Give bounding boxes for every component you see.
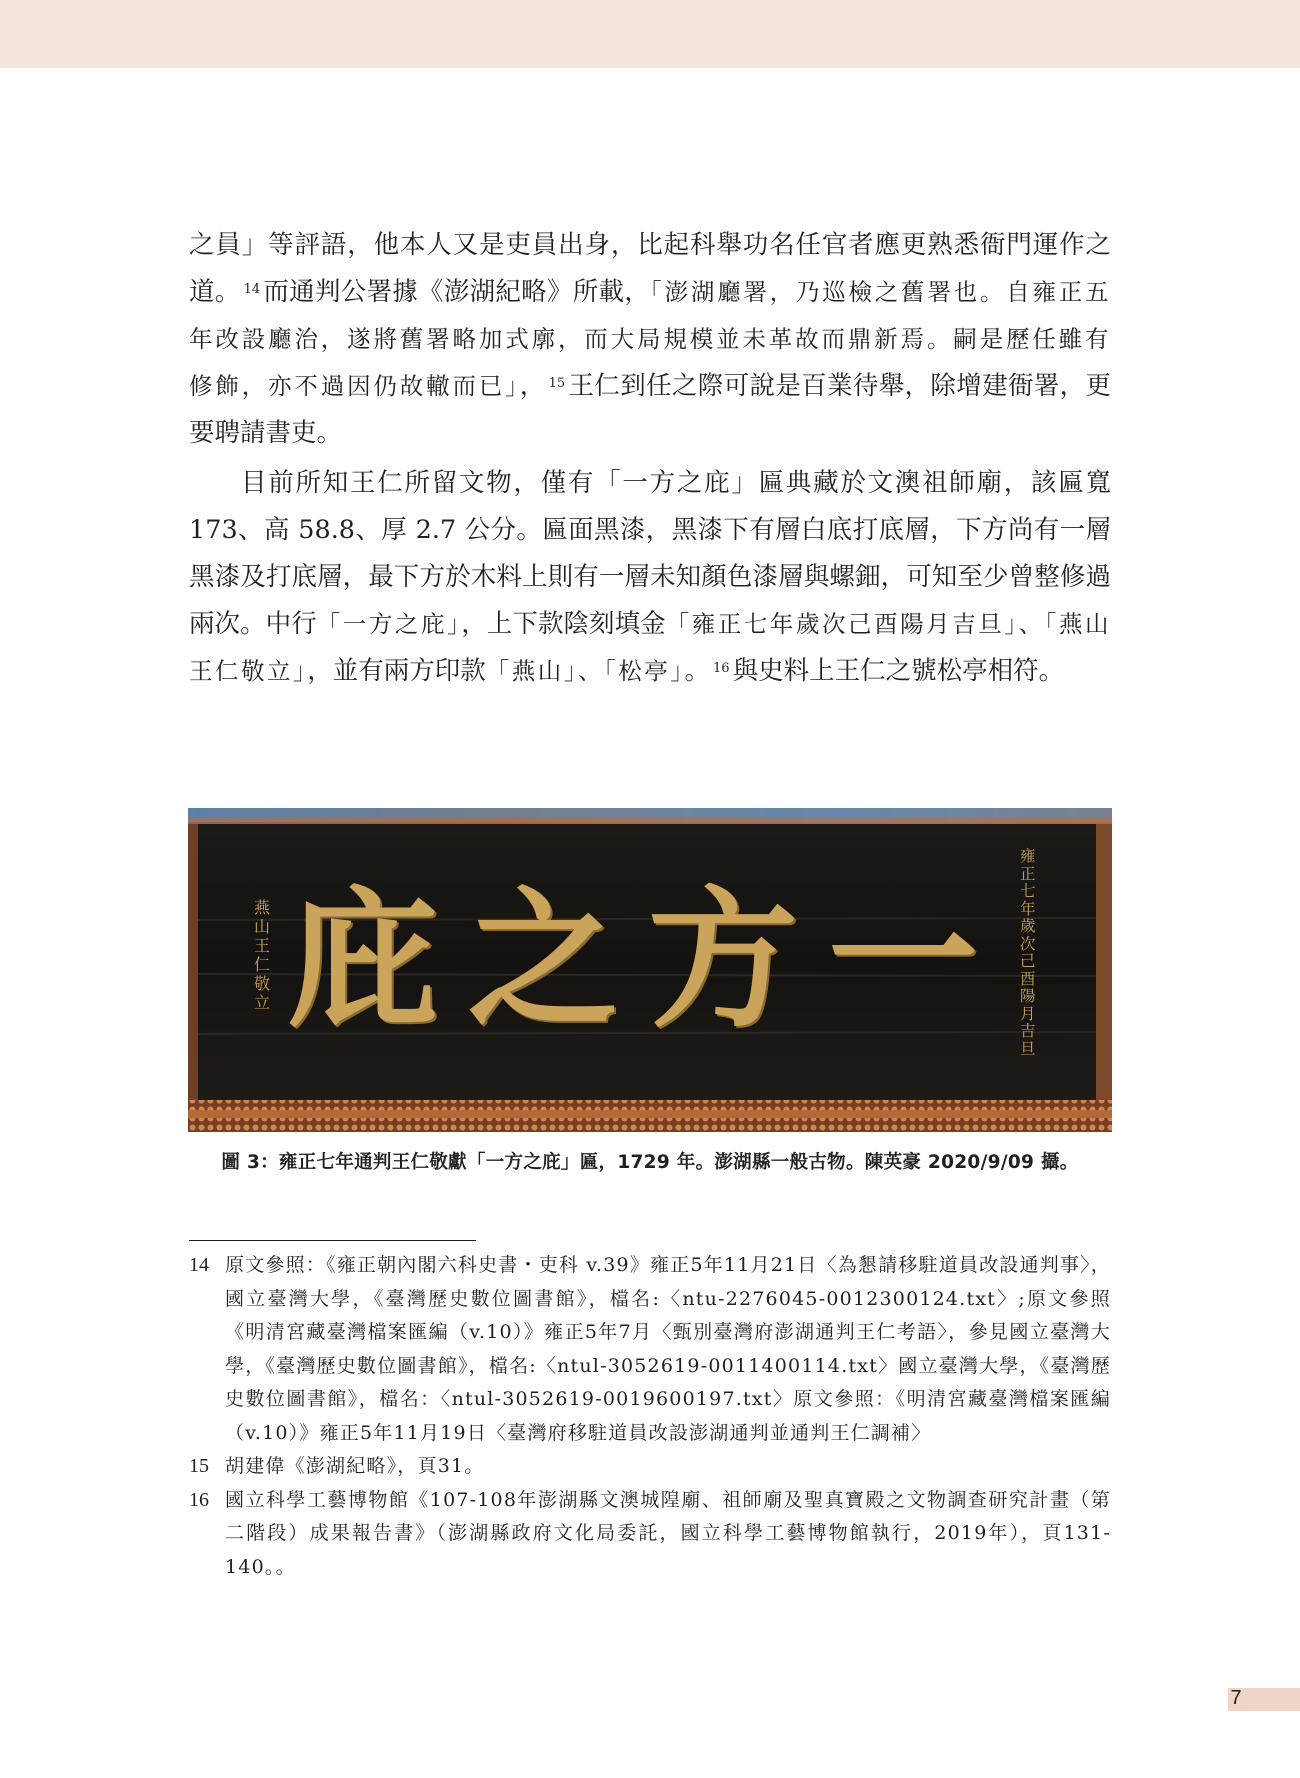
footnotes xyxy=(189,1249,1111,1584)
p1-text-a: 之員」等評語，他本人又是吏員出身，比起科舉功名任官者應更熟悉衙門運作之道。 xyxy=(189,230,1111,307)
p2-text-e: 與史料上王仁之號松亭相符。 xyxy=(732,656,1065,686)
footnote-ref-14[interactable]: 14 xyxy=(243,282,261,297)
footnote-text: 國立科學工藝博物館《107-108年澎湖縣文澳城隍廟、祖師廟及聖真寶殿之文物調查研究計畫（第二階段）成果報告書》（澎湖縣政府文化局委託，國立科學工藝博物館執行，2019年），頁131-140。。 xyxy=(225,1488,1111,1578)
footnote-16 xyxy=(189,1484,1111,1585)
plaque-char-4: 庇 xyxy=(288,872,439,1048)
p1-text-b: 而通判公署據《澎湖紀略》所載， xyxy=(263,277,651,307)
footnote-number: 14 xyxy=(189,1254,209,1276)
p2-quote-1: 「一方之庇」 xyxy=(316,610,462,638)
p1-text-d: 王仁到任之際可說是百業待舉，除增建衙署，更要聘請書吏。 xyxy=(189,371,1111,448)
p2-text-b: ，上下款陰刻填金 xyxy=(461,609,666,639)
plaque-char-3: 之 xyxy=(467,872,618,1048)
plaque-photo xyxy=(188,808,1112,1132)
footnote-number: 15 xyxy=(189,1455,209,1477)
plaque-char-2: 方 xyxy=(647,872,798,1048)
plaque-right-inscription: 雍正七年歲次己酉陽月吉旦 xyxy=(1020,847,1036,1058)
plaque-main-characters xyxy=(288,860,978,1060)
footnote-ref-15[interactable]: 15 xyxy=(548,376,566,391)
footnote-14 xyxy=(189,1249,1111,1450)
plaque-char-1: 一 xyxy=(827,872,978,1048)
top-band xyxy=(0,0,1300,68)
p2-text-c: ，並有兩方印款 xyxy=(307,656,486,686)
footnote-ref-16[interactable]: 16 xyxy=(713,661,730,676)
figure-caption: 圖 3：雍正七年通判王仁敬獻「一方之庇」匾，1729 年。澎湖縣一般古物。陳英豪 2020/9/09 攝。 xyxy=(221,1152,1079,1173)
page-number-tab xyxy=(1228,1688,1300,1711)
p2-text-a: 目前所知王仁所留文物，僅有「一方之庇」匾典藏於文澳祖師廟，該匾寬 173、高 58.8、厚 2.7 公分。匾面黑漆，黑漆下有層白底打底層，下方尚有一層黑漆及打底層，最下方於木料上則有一層未知顏色漆層與螺鈿，可知至少曾整修過兩次。中行 xyxy=(189,468,1111,639)
footnote-text: 原文參照：《雍正朝內閣六科史書・吏科 v.39》雍正5年11月21日〈為懇請移駐道員改設通判事〉，國立臺灣大學，《臺灣歷史數位圖書館》，檔名:〈ntu-2276045-0012300124.txt〉;原文參照《明清宮藏臺灣檔案匯編（v.10）》雍正5年7月〈甄別臺灣府澎湖通判王仁考語〉，參見國立臺灣大學，《臺灣歷史數位圖書館》，檔名:〈ntul-3052619-0011400114.txt〉國立臺灣大學，《臺灣歷史數位圖書館》，檔名：〈ntul-3052619-0019600197.txt〉原文參照：《明清宮藏臺灣檔案匯編（v.10）》雍正5年11月19日〈臺灣府移駐道員改設澎湖通判並通判王仁調補〉 xyxy=(225,1254,1111,1444)
plaque-left-inscription: 燕山王仁敬立 xyxy=(254,898,271,1012)
footnote-text: 胡建偉《澎湖紀略》，頁31。 xyxy=(225,1455,485,1477)
p1-text-c: ， xyxy=(519,371,546,401)
footnote-15 xyxy=(189,1450,1111,1484)
paragraph-1 xyxy=(189,222,1111,457)
p2-text-d: 。 xyxy=(684,656,711,686)
footnote-rule xyxy=(189,1240,476,1241)
page-number: 7 xyxy=(1230,1687,1242,1709)
footnote-number: 16 xyxy=(189,1488,209,1511)
body-text xyxy=(189,222,1111,695)
p2-quote-3: 「燕山」、「松亭」 xyxy=(485,657,685,685)
p1-quote: 「澎湖廳署，乃巡檢之舊署也。自雍正五年改設廳治，遂將舊署略加式廓，而大局規模並未革故而鼎新焉。嗣是歷任雖有修飾，亦不過因仍故轍而已」 xyxy=(189,278,1111,400)
paragraph-2 xyxy=(189,460,1111,695)
p2-quote-2: 「雍正七年歲次己酉陽月吉旦」、「燕山王仁敬立」 xyxy=(189,610,1111,685)
